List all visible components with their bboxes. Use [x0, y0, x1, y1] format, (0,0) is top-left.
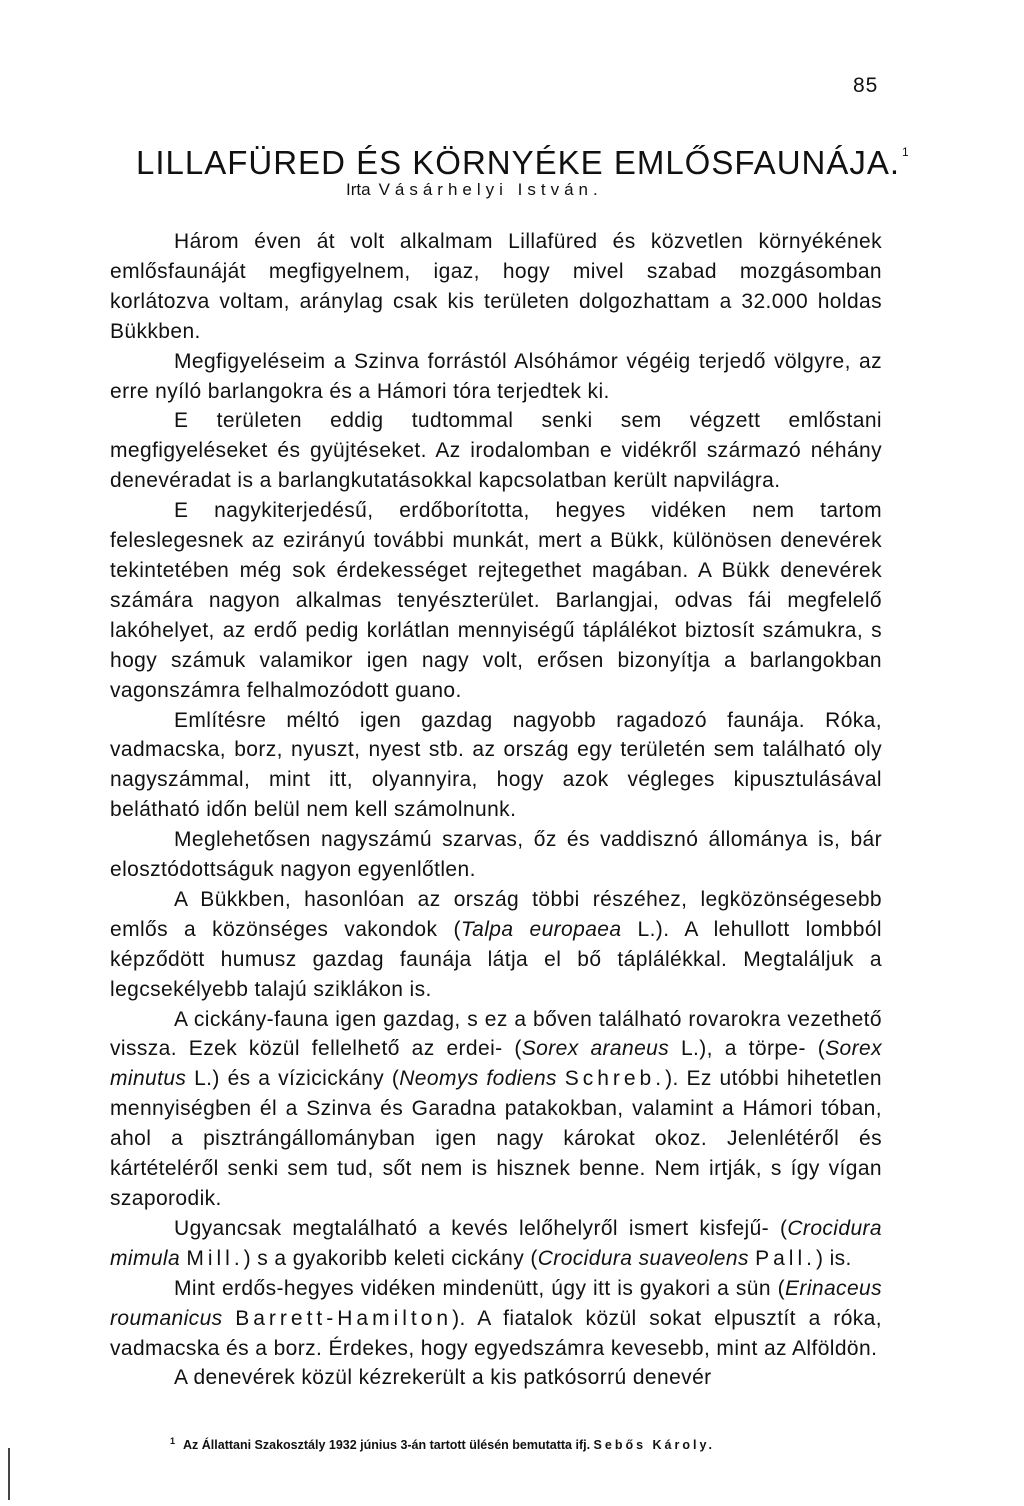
paragraph [110, 227, 882, 347]
paragraph [110, 406, 882, 496]
paragraph-text: Meglehetősen nagyszámú szarvas, őz és vaddisznó állománya is, bár elosztódottságuk nagyon egyenlőtlen. [110, 828, 882, 882]
paragraph-text: ). A fiatalok közül sokat elpusztít a róka, vadmacska és a borz. Érdekes, hogy egyedszámra kevesebb, mint az Alföldön. [110, 1306, 882, 1360]
paragraph-text: Ugyancsak megtalálható a kevés lelőhelyről ismert kisfejű- ( [174, 1216, 788, 1240]
paragraph-text: Megfigyeléseim a Szinva forrástól Alsóhámor végéig terjedő völgyre, az erre nyíló barlangokra és a Hámori tóra terjedtek ki. [110, 349, 882, 403]
article-body [110, 227, 882, 1393]
paragraph-text: ) s a gyakoribb keleti cickány ( [243, 1246, 538, 1270]
paragraph-text: Említésre méltó igen gazdag nagyobb ragadozó faunája. Róka, vadmacska, borz, nyuszt, nyest stb. az ország egy területén sem található oly nagyszámmal, mint itt, olyannyira, hogy azok végleges kipusztulásával belátható időn belül nem kell számolnunk. [110, 708, 882, 822]
species-name: Neomys fodiens [399, 1067, 557, 1091]
paragraph [110, 496, 882, 705]
footnote-mark: 1 [170, 1436, 176, 1446]
footnote-author: Sebős Károly. [593, 1438, 715, 1452]
species-name: Talpa europaea [460, 917, 622, 941]
margin-line [8, 1448, 10, 1500]
species-name: Crocidura mimula [110, 1216, 882, 1270]
species-name: Sorex minutus [110, 1037, 882, 1091]
author-citation: Mill. [186, 1246, 244, 1270]
paragraph [110, 825, 882, 885]
paragraph-text: ) is. [815, 1246, 852, 1270]
species-name: Sorex araneus [521, 1037, 670, 1061]
page-number: 85 [853, 74, 879, 97]
title-footnote-mark: 1 [902, 145, 910, 159]
paragraph [110, 1214, 882, 1274]
paragraph-text: L.) és a vízicickány ( [186, 1067, 400, 1091]
paragraph-text: A cickány-fauna igen gazdag, s ez a bőven található rovarokra vezethető vissza. Ezek közül fellelhető az erdei- ( [110, 1007, 882, 1061]
paragraph-text: L.), a törpe- ( [669, 1037, 826, 1061]
paragraph-text: Három éven át volt alkalmam Lillafüred és közvetlen környékének emlősfaunáját megfigyelnem, igaz, hogy mivel szabad mozgásomban korlátozva voltam, aránylag csak kis területen dolgozhattam a 32.000 holdas Bükkben. [110, 230, 882, 343]
species-name: Crocidura suaveolens [537, 1246, 749, 1270]
paragraph [110, 885, 882, 1005]
footnote [170, 1432, 890, 1454]
page-title-text: LILLAFÜRED ÉS KÖRNYÉKE EMLŐSFAUNÁJA. [136, 144, 901, 181]
author-citation: Barrett-Hamilton [235, 1306, 453, 1330]
paragraph [110, 1005, 882, 1214]
byline [346, 178, 603, 202]
species-name: Erinaceus roumanicus [110, 1276, 882, 1330]
paragraph-text: ). Ez utóbbi hihetetlen mennyiségben él a Szinva és Garadna patakokban, valamint a Hámori tóban, ahol a pisztrángállományban igen nagy károkat okoz. Jelenlétéről és kártételéről senki sem tud, sőt nem is hisznek benne. Nem irtják, s így vígan szaporodik. [110, 1067, 882, 1210]
paragraph [110, 1363, 882, 1393]
paragraph-text [557, 1067, 565, 1090]
byline-author: Vásárhelyi István. [378, 180, 603, 199]
paragraph-text: A denevérek közül kézrekerült a kis patkósorrú denevér [174, 1366, 712, 1390]
page-title [136, 132, 916, 183]
paragraph-text: Mint erdős-hegyes vidéken mindenütt, úgy itt is gyakori a sün ( [174, 1276, 786, 1300]
paragraph-text: E területen eddig tudtommal senki sem végzett emlőstani megfigyeléseket és gyüjtéseket. Az irodalomban e vidékről származó néhány denevéradat is a barlangkutatásokkal kapcsolatban került napvilágra. [110, 409, 882, 493]
paragraph [110, 347, 882, 407]
footnote-text: Az Állattani Szakosztály 1932 június 3-án tartott ülésén bemutatta ifj. [183, 1438, 591, 1452]
byline-prefix: Irta [346, 180, 371, 199]
paragraph-text: L.). A lehullott lombból képződött humusz gazdag faunája látja el bő táplálékkal. Megtaláljuk a legcsekélyebb talajú sziklákon is. [110, 917, 882, 1001]
author-citation: Schreb. [564, 1067, 666, 1091]
paragraph-text: E nagykiterjedésű, erdőborította, hegyes vidéken nem tartom feleslegesnek az ezirányú további munkát, mert a Bükk, különösen denevérek tekintetében még sok érdekességet rejtegethet magában. A Bükk denevérek számára nagyon alkalmas tenyészterület. Barlangjai, odvas fái megfelelő lakóhelyet, az erdő pedig korlátlan mennyiségű táplálékot biztosít számukra, s hogy számuk valamikor igen nagy volt, erősen bizonyítja a barlangokban vagonszámra felhalmozódott guano. [110, 499, 882, 702]
paragraph [110, 706, 882, 826]
paragraph-text [223, 1307, 236, 1330]
paragraph [110, 1274, 882, 1364]
paragraph-text: A Bükkben, hasonlóan az ország többi részéhez, legközönségesebb emlős a közönséges vakondok ( [110, 887, 882, 941]
author-citation: Pall. [755, 1246, 816, 1270]
